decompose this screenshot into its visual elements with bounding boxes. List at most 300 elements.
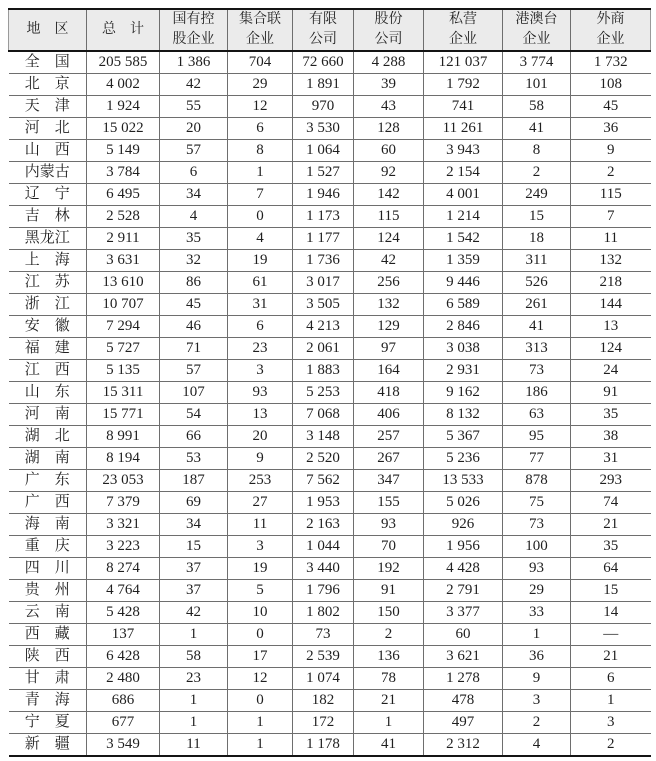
value-cell: 2 480 [87, 668, 160, 690]
value-cell: 1 [354, 712, 424, 734]
value-cell: 1 527 [293, 162, 354, 184]
value-cell: 93 [503, 558, 571, 580]
region-cell: 吉 林 [9, 206, 87, 228]
value-cell: 101 [503, 74, 571, 96]
value-cell: 9 [571, 140, 651, 162]
value-cell: 7 [571, 206, 651, 228]
region-cell: 山 西 [9, 140, 87, 162]
value-cell: 72 660 [293, 51, 354, 74]
value-cell: 0 [228, 206, 293, 228]
value-cell: 100 [503, 536, 571, 558]
table-row [9, 316, 651, 338]
value-cell: 1 044 [293, 536, 354, 558]
value-cell: 27 [228, 492, 293, 514]
value-cell: 6 428 [87, 646, 160, 668]
value-cell: 73 [503, 360, 571, 382]
value-cell: 1 796 [293, 580, 354, 602]
value-cell: 0 [228, 690, 293, 712]
value-cell: 2 846 [424, 316, 503, 338]
value-cell: 8 [503, 140, 571, 162]
value-cell: 205 585 [87, 51, 160, 74]
value-cell: 17 [228, 646, 293, 668]
value-cell: 1 736 [293, 250, 354, 272]
value-cell: 3 [571, 712, 651, 734]
value-cell: 39 [354, 74, 424, 96]
table-row [9, 690, 651, 712]
value-cell: 293 [571, 470, 651, 492]
value-cell: 64 [571, 558, 651, 580]
value-cell: 128 [354, 118, 424, 140]
value-cell: 5 253 [293, 382, 354, 404]
region-cell: 重 庆 [9, 536, 87, 558]
value-cell: 3 148 [293, 426, 354, 448]
value-cell: 107 [160, 382, 228, 404]
table-body [9, 51, 651, 756]
table-row [9, 360, 651, 382]
value-cell: 91 [354, 580, 424, 602]
table-row [9, 338, 651, 360]
region-cell: 新 疆 [9, 734, 87, 757]
value-cell: 7 068 [293, 404, 354, 426]
table-row [9, 492, 651, 514]
value-cell: 42 [160, 602, 228, 624]
value-cell: 347 [354, 470, 424, 492]
value-cell: 19 [228, 558, 293, 580]
table-row [9, 580, 651, 602]
value-cell: 24 [571, 360, 651, 382]
value-cell: 78 [354, 668, 424, 690]
value-cell: 3 223 [87, 536, 160, 558]
value-cell: 3 [228, 360, 293, 382]
value-cell: 4 288 [354, 51, 424, 74]
value-cell: 10 [228, 602, 293, 624]
table-row [9, 118, 651, 140]
value-cell: 144 [571, 294, 651, 316]
value-cell: — [571, 624, 651, 646]
value-cell: 3 631 [87, 250, 160, 272]
value-cell: 2 791 [424, 580, 503, 602]
region-cell: 天 津 [9, 96, 87, 118]
value-cell: 2 [354, 624, 424, 646]
value-cell: 15 311 [87, 382, 160, 404]
value-cell: 2 [503, 712, 571, 734]
value-cell: 132 [354, 294, 424, 316]
value-cell: 12 [228, 668, 293, 690]
region-cell: 云 南 [9, 602, 87, 624]
value-cell: 1 173 [293, 206, 354, 228]
value-cell: 406 [354, 404, 424, 426]
value-cell: 7 294 [87, 316, 160, 338]
value-cell: 878 [503, 470, 571, 492]
value-cell: 15 [503, 206, 571, 228]
value-cell: 92 [354, 162, 424, 184]
value-cell: 4 002 [87, 74, 160, 96]
value-cell: 10 707 [87, 294, 160, 316]
value-cell: 33 [503, 602, 571, 624]
value-cell: 172 [293, 712, 354, 734]
value-cell: 1 792 [424, 74, 503, 96]
value-cell: 60 [354, 140, 424, 162]
value-cell: 1 542 [424, 228, 503, 250]
value-cell: 11 [160, 734, 228, 757]
value-cell: 3 530 [293, 118, 354, 140]
value-cell: 13 610 [87, 272, 160, 294]
value-cell: 21 [354, 690, 424, 712]
table-row [9, 228, 651, 250]
value-cell: 137 [87, 624, 160, 646]
value-cell: 182 [293, 690, 354, 712]
value-cell: 164 [354, 360, 424, 382]
value-cell: 15 [160, 536, 228, 558]
value-cell: 3 774 [503, 51, 571, 74]
value-cell: 34 [160, 514, 228, 536]
column-header-joint-stock-company: 股份 公司 [354, 9, 424, 51]
value-cell: 3 [503, 690, 571, 712]
region-cell: 安 徽 [9, 316, 87, 338]
value-cell: 15 [571, 580, 651, 602]
value-cell: 13 [228, 404, 293, 426]
value-cell: 4 001 [424, 184, 503, 206]
value-cell: 2 [571, 162, 651, 184]
column-header-private-enterprise: 私营 企业 [424, 9, 503, 51]
value-cell: 71 [160, 338, 228, 360]
value-cell: 7 562 [293, 470, 354, 492]
value-cell: 61 [228, 272, 293, 294]
table-row [9, 294, 651, 316]
value-cell: 1 [228, 162, 293, 184]
value-cell: 42 [354, 250, 424, 272]
value-cell: 70 [354, 536, 424, 558]
value-cell: 704 [228, 51, 293, 74]
value-cell: 35 [571, 536, 651, 558]
value-cell: 95 [503, 426, 571, 448]
region-cell: 江 苏 [9, 272, 87, 294]
value-cell: 31 [571, 448, 651, 470]
value-cell: 686 [87, 690, 160, 712]
column-header-limited-company: 有限 公司 [293, 9, 354, 51]
value-cell: 115 [571, 184, 651, 206]
region-cell: 江 西 [9, 360, 87, 382]
value-cell: 5 428 [87, 602, 160, 624]
value-cell: 2 163 [293, 514, 354, 536]
value-cell: 57 [160, 140, 228, 162]
value-cell: 57 [160, 360, 228, 382]
value-cell: 526 [503, 272, 571, 294]
table-row [9, 734, 651, 757]
value-cell: 1 [228, 734, 293, 757]
value-cell: 6 [160, 162, 228, 184]
value-cell: 1 [228, 712, 293, 734]
value-cell: 23 [228, 338, 293, 360]
value-cell: 20 [160, 118, 228, 140]
value-cell: 124 [571, 338, 651, 360]
value-cell: 2 [571, 734, 651, 757]
region-cell: 海 南 [9, 514, 87, 536]
value-cell: 261 [503, 294, 571, 316]
value-cell: 3 943 [424, 140, 503, 162]
value-cell: 11 261 [424, 118, 503, 140]
value-cell: 36 [503, 646, 571, 668]
column-header-region: 地 区 [9, 9, 87, 51]
value-cell: 926 [424, 514, 503, 536]
value-cell: 42 [160, 74, 228, 96]
value-cell: 2 528 [87, 206, 160, 228]
value-cell: 60 [424, 624, 503, 646]
value-cell: 1 883 [293, 360, 354, 382]
value-cell: 46 [160, 316, 228, 338]
table-row [9, 162, 651, 184]
value-cell: 257 [354, 426, 424, 448]
value-cell: 478 [424, 690, 503, 712]
value-cell: 311 [503, 250, 571, 272]
value-cell: 115 [354, 206, 424, 228]
table-row [9, 272, 651, 294]
value-cell: 741 [424, 96, 503, 118]
value-cell: 31 [228, 294, 293, 316]
table-header [9, 9, 651, 51]
table-row [9, 668, 651, 690]
value-cell: 69 [160, 492, 228, 514]
value-cell: 2 520 [293, 448, 354, 470]
value-cell: 12 [228, 96, 293, 118]
column-header-state-holding: 国有控 股企业 [160, 9, 228, 51]
value-cell: 3 549 [87, 734, 160, 757]
value-cell: 1 278 [424, 668, 503, 690]
region-cell: 北 京 [9, 74, 87, 96]
value-cell: 4 428 [424, 558, 503, 580]
value-cell: 1 946 [293, 184, 354, 206]
value-cell: 3 784 [87, 162, 160, 184]
value-cell: 86 [160, 272, 228, 294]
value-cell: 74 [571, 492, 651, 514]
region-cell: 青 海 [9, 690, 87, 712]
value-cell: 63 [503, 404, 571, 426]
table-row [9, 206, 651, 228]
region-cell: 辽 宁 [9, 184, 87, 206]
value-cell: 1 177 [293, 228, 354, 250]
region-cell: 黑龙江 [9, 228, 87, 250]
value-cell: 108 [571, 74, 651, 96]
value-cell: 7 379 [87, 492, 160, 514]
value-cell: 6 [571, 668, 651, 690]
value-cell: 2 061 [293, 338, 354, 360]
value-cell: 1 178 [293, 734, 354, 757]
value-cell: 3 017 [293, 272, 354, 294]
value-cell: 192 [354, 558, 424, 580]
value-cell: 14 [571, 602, 651, 624]
value-cell: 93 [354, 514, 424, 536]
value-cell: 23 053 [87, 470, 160, 492]
value-cell: 9 [228, 448, 293, 470]
value-cell: 5 149 [87, 140, 160, 162]
region-cell: 贵 州 [9, 580, 87, 602]
value-cell: 20 [228, 426, 293, 448]
value-cell: 4 [160, 206, 228, 228]
region-cell: 全 国 [24, 54, 70, 70]
value-cell: 53 [160, 448, 228, 470]
value-cell: 37 [160, 558, 228, 580]
value-cell: 6 [228, 316, 293, 338]
column-header-total: 总 计 [87, 9, 160, 51]
value-cell: 1 956 [424, 536, 503, 558]
value-cell: 55 [160, 96, 228, 118]
value-cell: 21 [571, 646, 651, 668]
value-cell: 132 [571, 250, 651, 272]
value-cell: 5 236 [424, 448, 503, 470]
value-cell: 15 771 [87, 404, 160, 426]
value-cell: 45 [160, 294, 228, 316]
value-cell: 45 [571, 96, 651, 118]
value-cell: 1 386 [160, 51, 228, 74]
value-cell: 75 [503, 492, 571, 514]
value-cell: 4 213 [293, 316, 354, 338]
region-cell: 宁 夏 [9, 712, 87, 734]
value-cell: 11 [228, 514, 293, 536]
value-cell: 11 [571, 228, 651, 250]
value-cell: 41 [503, 316, 571, 338]
value-cell: 35 [571, 404, 651, 426]
value-cell: 970 [293, 96, 354, 118]
value-cell: 1 802 [293, 602, 354, 624]
value-cell: 6 495 [87, 184, 160, 206]
value-cell: 58 [503, 96, 571, 118]
value-cell: 142 [354, 184, 424, 206]
value-cell: 77 [503, 448, 571, 470]
value-cell: 3 377 [424, 602, 503, 624]
table-row [9, 140, 651, 162]
value-cell: 58 [160, 646, 228, 668]
value-cell: 4 [503, 734, 571, 757]
value-cell: 8 194 [87, 448, 160, 470]
value-cell: 1 924 [87, 96, 160, 118]
value-cell: 21 [571, 514, 651, 536]
table-row [9, 250, 651, 272]
value-cell: 313 [503, 338, 571, 360]
value-cell: 38 [571, 426, 651, 448]
value-cell: 13 533 [424, 470, 503, 492]
value-cell: 9 162 [424, 382, 503, 404]
value-cell: 8 132 [424, 404, 503, 426]
value-cell: 2 539 [293, 646, 354, 668]
region-cell: 四 川 [9, 558, 87, 580]
region-cell: 河 南 [9, 404, 87, 426]
value-cell: 136 [354, 646, 424, 668]
statistics-table [8, 8, 651, 757]
region-cell: 浙 江 [9, 294, 87, 316]
value-cell: 1 953 [293, 492, 354, 514]
value-cell: 1 359 [424, 250, 503, 272]
region-cell: 湖 南 [9, 448, 87, 470]
value-cell: 9 [503, 668, 571, 690]
value-cell: 43 [354, 96, 424, 118]
table-row [9, 646, 651, 668]
value-cell: 3 440 [293, 558, 354, 580]
region-cell: 湖 北 [9, 426, 87, 448]
value-cell: 1 214 [424, 206, 503, 228]
value-cell: 41 [503, 118, 571, 140]
value-cell: 2 911 [87, 228, 160, 250]
value-cell: 91 [571, 382, 651, 404]
value-cell: 8 274 [87, 558, 160, 580]
table-row [9, 712, 651, 734]
table-row [9, 624, 651, 646]
value-cell: 3 505 [293, 294, 354, 316]
value-cell: 3 621 [424, 646, 503, 668]
region-cell: 西 藏 [9, 624, 87, 646]
value-cell: 54 [160, 404, 228, 426]
region-cell: 甘 肃 [9, 668, 87, 690]
value-cell: 1 064 [293, 140, 354, 162]
table-row [9, 426, 651, 448]
table-row [9, 448, 651, 470]
value-cell: 93 [228, 382, 293, 404]
value-cell: 150 [354, 602, 424, 624]
table-row [9, 382, 651, 404]
value-cell: 66 [160, 426, 228, 448]
value-cell: 1 [160, 690, 228, 712]
value-cell: 2 [503, 162, 571, 184]
value-cell: 7 [228, 184, 293, 206]
value-cell: 6 [228, 118, 293, 140]
value-cell: 1 [160, 712, 228, 734]
region-cell: 上 海 [9, 250, 87, 272]
region-cell: 内蒙古 [9, 162, 87, 184]
value-cell: 1 [503, 624, 571, 646]
value-cell: 29 [228, 74, 293, 96]
value-cell: 4 [228, 228, 293, 250]
value-cell: 13 [571, 316, 651, 338]
value-cell: 5 026 [424, 492, 503, 514]
value-cell: 8 [228, 140, 293, 162]
value-cell: 5 727 [87, 338, 160, 360]
table-row [9, 470, 651, 492]
value-cell: 121 037 [424, 51, 503, 74]
value-cell: 253 [228, 470, 293, 492]
table-row [9, 404, 651, 426]
value-cell: 0 [228, 624, 293, 646]
value-cell: 29 [503, 580, 571, 602]
value-cell: 267 [354, 448, 424, 470]
value-cell: 3 321 [87, 514, 160, 536]
table-row [9, 536, 651, 558]
value-cell: 1 [160, 624, 228, 646]
value-cell: 23 [160, 668, 228, 690]
table-row [9, 514, 651, 536]
region-cell: 广 西 [9, 492, 87, 514]
value-cell: 37 [160, 580, 228, 602]
value-cell: 41 [354, 734, 424, 757]
region-cell: 山 东 [9, 382, 87, 404]
value-cell: 5 135 [87, 360, 160, 382]
value-cell: 124 [354, 228, 424, 250]
value-cell: 36 [571, 118, 651, 140]
table-row [9, 184, 651, 206]
value-cell: 5 367 [424, 426, 503, 448]
value-cell: 35 [160, 228, 228, 250]
table-row [9, 558, 651, 580]
value-cell: 32 [160, 250, 228, 272]
region-cell: 福 建 [9, 338, 87, 360]
region-cell: 陕 西 [9, 646, 87, 668]
value-cell: 129 [354, 316, 424, 338]
header-row [9, 9, 651, 51]
value-cell: 218 [571, 272, 651, 294]
column-header-hk-macao-taiwan: 港澳台 企业 [503, 9, 571, 51]
value-cell: 97 [354, 338, 424, 360]
value-cell: 4 764 [87, 580, 160, 602]
value-cell: 34 [160, 184, 228, 206]
value-cell: 3 [228, 536, 293, 558]
